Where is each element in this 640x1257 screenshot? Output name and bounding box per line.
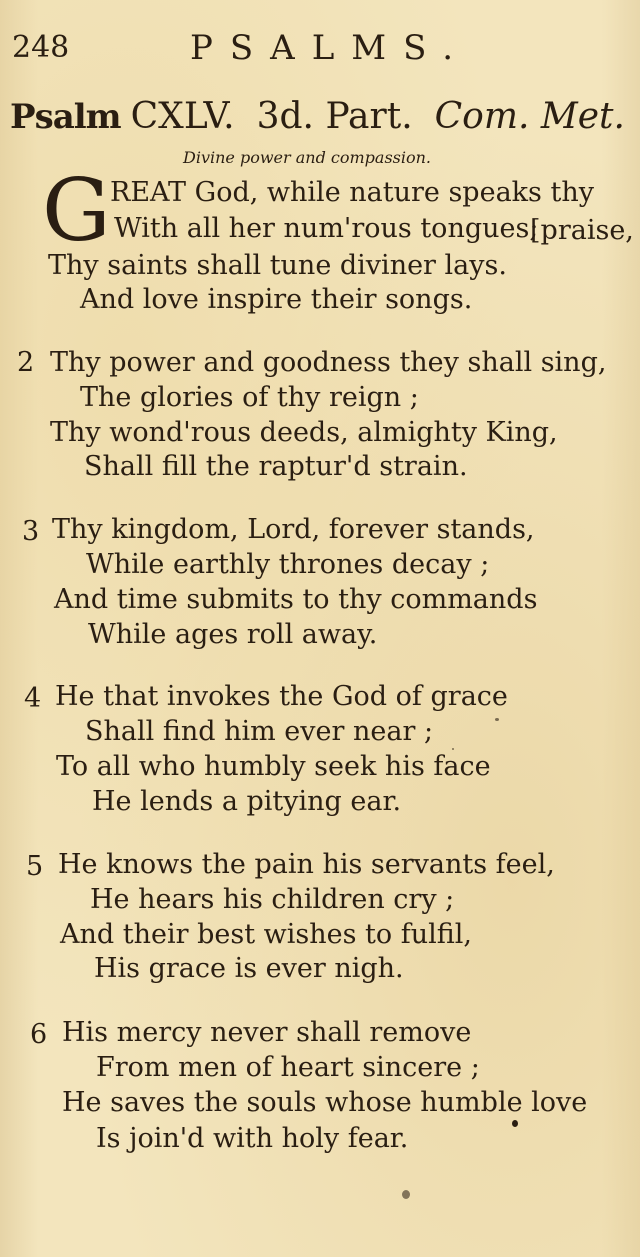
- ink-speck: [402, 1190, 410, 1199]
- running-head: PSALMS.: [190, 28, 471, 68]
- verse-number: 6: [30, 1019, 48, 1050]
- psalm-part: 3d. Part.: [256, 96, 413, 137]
- psalm-number: CXLV.: [130, 96, 235, 137]
- verse-line: His grace is ever nigh.: [94, 953, 404, 984]
- verse-line: He hears his children cry ;: [90, 884, 455, 915]
- ink-speck: [512, 1120, 518, 1127]
- verse-line: While ages roll away.: [88, 619, 378, 650]
- verse-line: And love inspire their songs.: [80, 284, 473, 315]
- verse-line: Shall fill the raptur'd strain.: [84, 451, 468, 482]
- psalm-subtitle: Divine power and compassion.: [183, 148, 432, 167]
- verse-line: Thy power and goodness they shall sing,: [50, 347, 607, 378]
- psalm-heading: [10, 96, 625, 137]
- verse-number: 5: [26, 851, 44, 882]
- verse-line: Thy kingdom, Lord, forever stands,: [52, 514, 535, 545]
- verse-line: With all her num'rous tongues;: [114, 213, 539, 244]
- verse-line: And time submits to thy commands: [54, 584, 538, 615]
- verse-number: 4: [24, 683, 42, 714]
- verse-line: To all who humbly seek his face: [56, 751, 491, 782]
- verse-line: Thy wond'rous deeds, almighty King,: [50, 417, 558, 448]
- verse-line: He knows the pain his servants feel,: [58, 849, 555, 880]
- verse-line: He that invokes the God of grace: [55, 681, 508, 712]
- verse-line: From men of heart sincere ;: [96, 1052, 480, 1083]
- verse-line: Is join'd with holy fear.: [96, 1123, 409, 1154]
- verse-line: While earthly thrones decay ;: [86, 549, 490, 580]
- verse-number: 3: [22, 516, 40, 547]
- psalm-meter: Com. Met.: [434, 96, 625, 137]
- verse-line: Thy saints shall tune diviner lays.: [48, 250, 507, 281]
- verse-line: He lends a pitying ear.: [92, 786, 402, 817]
- verse-line: And their best wishes to fulfil,: [60, 919, 472, 950]
- drop-cap: G: [42, 161, 111, 261]
- verse-line: His mercy never shall remove: [62, 1017, 472, 1048]
- ink-speck: [452, 748, 454, 750]
- turnover-word: [praise,: [530, 215, 634, 246]
- verse-line: Shall find him ever near ;: [85, 716, 434, 747]
- verse-number: 2: [17, 347, 35, 378]
- verse-line: REAT God, while nature speaks thy: [110, 177, 594, 208]
- psalm-word: Psalm: [10, 97, 121, 137]
- verse-line: He saves the souls whose humble love: [62, 1087, 588, 1118]
- page-number: 248: [12, 30, 70, 65]
- verse-line: The glories of thy reign ;: [80, 382, 419, 413]
- ink-speck: [495, 718, 499, 721]
